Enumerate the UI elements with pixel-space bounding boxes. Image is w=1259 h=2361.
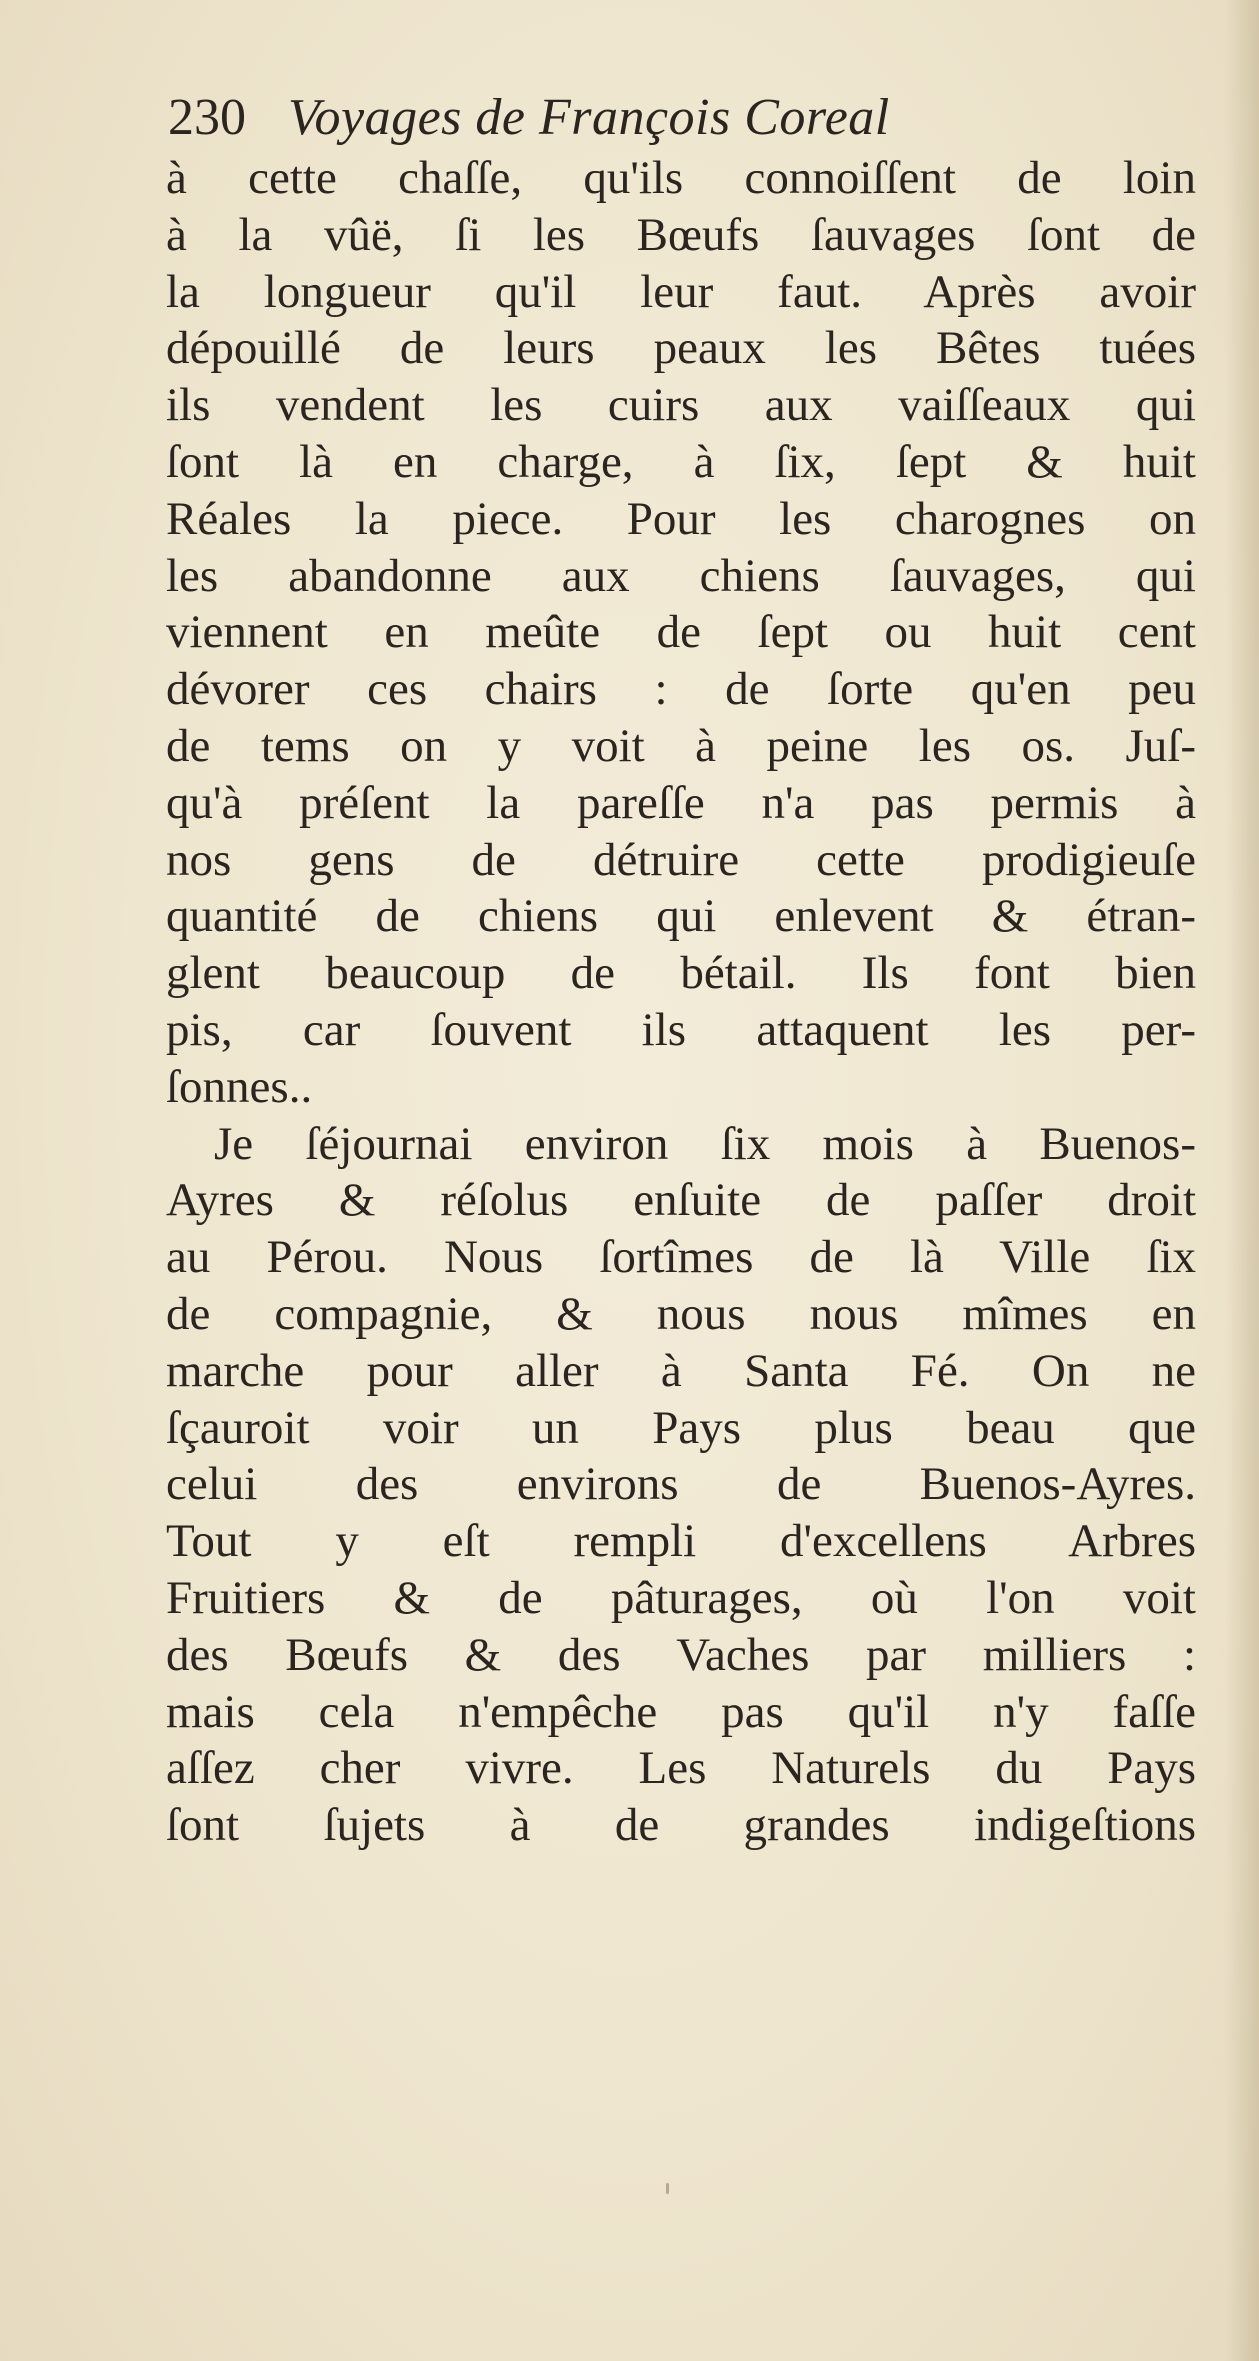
paper-speck	[666, 2183, 669, 2194]
text-line: les abandonne aux chiens ſauvages, qui	[166, 549, 1196, 602]
text-line: pis, car ſouvent ils attaquent les per-	[166, 1003, 1196, 1056]
text-line: mais cela n'empêche pas qu'il n'y faſſe	[166, 1685, 1196, 1738]
text-line: nos gens de détruire cette prodigieuſe	[166, 833, 1196, 886]
text-line: de tems on y voit à peine les os. Juſ-	[166, 719, 1196, 772]
text-line: marche pour aller à Santa Fé. On ne	[166, 1344, 1196, 1397]
text-line: à la vûë, ſi les Bœufs ſauvages ſont de	[166, 208, 1196, 261]
text-line: Tout y eſt rempli d'excellens Arbres	[166, 1515, 1196, 1568]
text-line: viennent en meûte de ſept ou huit cent	[166, 606, 1196, 659]
text-line: celui des environs de Buenos-Ayres.	[166, 1458, 1196, 1511]
text-line: qu'à préſent la pareſſe n'a pas permis à	[166, 776, 1196, 829]
text-line: ils vendent les cuirs aux vaiſſeaux qui	[166, 379, 1196, 432]
text-line: dépouillé de leurs peaux les Bêtes tuées	[166, 322, 1196, 375]
page-number: 230	[168, 89, 246, 146]
text-line: Réales la piece. Pour les charognes on	[166, 492, 1196, 545]
page-edge-shadow	[1225, 0, 1259, 2361]
text-line: dévorer ces chairs : de ſorte qu'en peu	[166, 663, 1196, 716]
text-line: glent beaucoup de bétail. Ils font bien	[166, 947, 1196, 1000]
text-line: Ayres & réſolus enſuite de paſſer droit	[166, 1174, 1196, 1227]
text-line: Fruitiers & de pâturages, où l'on voit	[166, 1571, 1196, 1624]
text-line: ſont ſujets à de grandes indigeſtions	[166, 1799, 1196, 1852]
text-line: ſçauroit voir un Pays plus beau que	[166, 1401, 1196, 1454]
body-text	[166, 150, 1196, 1854]
text-line: aſſez cher vivre. Les Naturels du Pays	[166, 1742, 1196, 1795]
text-line-paragraph-start: Je ſéjournai environ ſix mois à Buenos-	[214, 1117, 1196, 1170]
running-title: Voyages de François Coreal	[288, 89, 890, 146]
text-line: de compagnie, & nous nous mîmes en	[166, 1287, 1196, 1340]
text-line-paragraph-end: ſonnes..	[166, 1060, 313, 1113]
text-line: des Bœufs & des Vaches par milliers :	[166, 1628, 1196, 1681]
text-line: au Pérou. Nous ſortîmes de là Ville ſix	[166, 1231, 1196, 1284]
text-line: ſont là en charge, à ſix, ſept & huit	[166, 435, 1196, 488]
text-line: à cette chaſſe, qu'ils connoiſſent de loin	[166, 152, 1196, 204]
text-line: la longueur qu'il leur faut. Après avoir	[166, 265, 1196, 318]
text-line: quantité de chiens qui enlevent & étran-	[166, 890, 1196, 943]
